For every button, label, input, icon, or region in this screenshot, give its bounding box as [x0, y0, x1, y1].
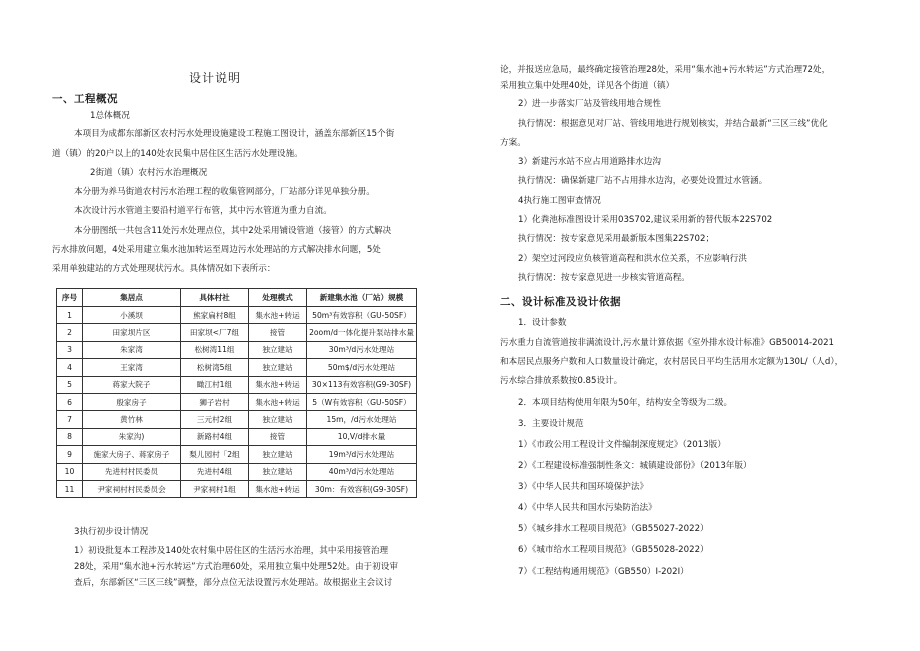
paragraph-line: 3）新建污水站不应占用道路排水边沟 [518, 157, 661, 167]
table-cell: 7 [57, 411, 83, 428]
table-cell: 施家大房子、蒋家房子 [83, 446, 181, 463]
table-cell: 集水池+转运 [249, 393, 307, 410]
table-row [57, 307, 417, 324]
section-heading-overview: 一、工程概况 [52, 93, 118, 105]
table-cell: 尹家祠村1组 [181, 480, 249, 497]
table-cell: 19m³/d污水处理站 [307, 446, 417, 463]
table-cell: 3 [57, 341, 83, 358]
table-cell: 朱家湾 [83, 341, 181, 358]
table-cell: 小溪坝 [83, 307, 181, 324]
table-cell: 三元村2组 [181, 411, 249, 428]
table-cell: 50m³有效容积（GU-50SF） [307, 307, 417, 324]
table-row [57, 324, 417, 341]
table-cell: 田家坝片区 [83, 324, 181, 341]
table-cell: 熊家扁村8组 [181, 307, 249, 324]
table-cell: 15m，/d污水处理站 [307, 411, 417, 428]
table-cell: 独立建站 [249, 446, 307, 463]
table-cell: 集水池+转运 [249, 376, 307, 393]
table-row [57, 446, 417, 463]
list-item: 3）《中华人民共和国环境保护法》 [518, 482, 649, 492]
table-cell: 独立建站 [249, 411, 307, 428]
table-header-cell: 新建集水池（厂站）规模 [307, 289, 417, 307]
table-cell: 2 [57, 324, 83, 341]
table-cell: 集水池+转运 [249, 480, 307, 497]
table-cell: 松树湾5组 [181, 359, 249, 376]
paragraph-line: 本分册为养马街道农村污水治理工程的收集管网部分，厂站部分详见单独分册。 [74, 187, 375, 197]
table-row [57, 359, 417, 376]
list-item: 7）《工程结构通用规范》（GB550）I-202I） [518, 567, 689, 577]
page-title: 设计说明 [189, 71, 242, 85]
paragraph-line: 执行情况：根据意见对厂站、管线用地进行规划核实，并结合最新“三区三线”优化 [518, 119, 828, 129]
paragraph-line: 执行情况：按专家意见进一步核实管道高程。 [518, 273, 690, 283]
subheading-codes: 3．主要设计规范 [518, 419, 584, 429]
paragraph-line: 污水综合排放系数按0.85设计。 [500, 376, 623, 386]
table-cell: 瞰江村1组 [181, 376, 249, 393]
paragraph-line: 1）化粪池标准图设计采用03S702,建议采用新的替代版本22S702 [518, 215, 773, 225]
table-row [57, 411, 417, 428]
table-cell: 50m$/d污水处理站 [307, 359, 417, 376]
paragraph-line: 2）架空过河段应负核管道高程和洪水位关系，不应影响行洪 [518, 254, 747, 264]
paragraph-line: 1）初设批复本工程涉及140处农村集中居住区的生活污水治理，其中采用接管治理 [74, 546, 389, 556]
paragraph-line: 本次设计污水管道主要沿村道平行布管，其中污水管道为重力自流。 [74, 206, 332, 216]
list-item: 5）《城乡排水工程项目规范》（GB55027-2022） [518, 524, 709, 534]
table-cell: 梨儿园村「2组 [181, 446, 249, 463]
table-cell: 朱家沟) [83, 428, 181, 445]
table-cell: 11 [57, 480, 83, 497]
table-row [57, 376, 417, 393]
paragraph-line: 论，并报送应急局，最终确定接管治理28处，采用“集水池+污水转运”方式治理72处， [500, 65, 831, 75]
paragraph-line: 采用独立集中处理40处，详见各个街道（镇） [500, 81, 675, 91]
table-row [57, 341, 417, 358]
table-header-cell: 集居点 [83, 289, 181, 307]
table-cell: 30m³/d污水处理站 [307, 341, 417, 358]
subheading-general: 1总体概况 [90, 111, 130, 121]
table-row [57, 428, 417, 445]
paragraph-line: 污水排放问题，4处采用建立集水池加转运至周边污水处理站的方式解决排水问题，5处 [52, 245, 381, 255]
table-row [57, 463, 417, 480]
table-cell: 5（W有效容积（GU-50SF） [307, 393, 417, 410]
list-item: 2）《工程建设标准强制性条文：城镇建设部份》（2013年版） [518, 461, 752, 471]
table-cell: 蒋家大院子 [83, 376, 181, 393]
table-cell: 2oom/d一体化提升泵站排水量 [307, 324, 417, 341]
table-cell: 殷家房子 [83, 393, 181, 410]
paragraph-line: 28处，采用“集水池+污水转运”方式治理60处，采用独立集中处理52处。由于初设审 [74, 562, 398, 572]
table-cell: 先进村村民委员 [83, 463, 181, 480]
table-cell: 9 [57, 446, 83, 463]
table-header-cell: 具体村社 [181, 289, 249, 307]
table-cell: 10,V/d排水量 [307, 428, 417, 445]
subheading-parameters: 1．设计参数 [518, 318, 567, 328]
table-cell: 接管 [249, 428, 307, 445]
table-cell: 5 [57, 376, 83, 393]
table-cell: 独立建站 [249, 359, 307, 376]
table-cell: 8 [57, 428, 83, 445]
paragraph-line: 本项目为成都东部新区农村污水处理设施建设工程施工图设计，涵盖东部新区15个街 [74, 129, 395, 139]
list-item: 6）《城市给水工程项目规范》（GB55028-2022） [518, 545, 709, 555]
paragraph-line: 道（镇）的20户以上的140处农民集中居住区生活污水处理设施。 [52, 149, 303, 159]
table-row [57, 480, 417, 497]
list-item: 1）《市政公用工程设计文件编制深度规定》（2013版） [518, 440, 726, 450]
table-cell: 4 [57, 359, 83, 376]
table-header-row [57, 289, 417, 307]
table-cell: 狮子岩村 [181, 393, 249, 410]
paragraph-line: 本分册图纸一共包含11处污水处理点位，其中2处采用铺设管道（接管）的方式解决 [74, 226, 392, 236]
table-cell: 黄竹林 [83, 411, 181, 428]
paragraph-line: 和本居民点服务户数和人口数量设计确定，农村居民日平均生活用水定额为130L/（人d）， [500, 357, 844, 367]
subheading-street: 2街道（镇）农村污水治理概况 [90, 168, 208, 178]
paragraph-line: 执行情况：按专家意见采用最新版本图集22S702； [518, 234, 715, 244]
table-cell: 独立建站 [249, 463, 307, 480]
table-cell: 40m³/d污水处理站 [307, 463, 417, 480]
treatment-points-table [56, 288, 417, 498]
table-row [57, 393, 417, 410]
table-cell: 10 [57, 463, 83, 480]
table-cell: 30m：有效容积(G9-30SF) [307, 480, 417, 497]
table-cell: 田家坝<厂7组 [181, 324, 249, 341]
paragraph-line: 2）进一步落实厂站及管线用地合规性 [518, 99, 661, 109]
table-cell: 王家湾 [83, 359, 181, 376]
paragraph-line: 污水重力自流管道按非满流设计,污水量计算依据《室外排水设计标准》GB50014-2021 [500, 338, 835, 348]
table-cell: 接管 [249, 324, 307, 341]
subheading-preliminary: 3执行初步设计情况 [74, 527, 149, 537]
section-heading-standards: 二、设计标准及设计依据 [500, 296, 621, 308]
table-cell: 尹家祠村村民委员会 [83, 480, 181, 497]
subheading-review: 4执行施工图审查情况 [518, 196, 601, 206]
table-cell: 先进村4组 [181, 463, 249, 480]
paragraph-line: 采用单独建站的方式处理现状污水。具体情况如下表所示： [52, 264, 276, 274]
paragraph-line: 执行情况：确保新建厂站不占用排水边沟，必要处设置过水管涵。 [518, 176, 768, 186]
table-cell: 6 [57, 393, 83, 410]
table-cell: 新路村4组 [181, 428, 249, 445]
paragraph-line: 2．本项目结构使用年限为50年，结构安全等级为二级。 [518, 398, 733, 408]
paragraph-line: 方案。 [500, 138, 526, 148]
table-cell: 松树湾11组 [181, 341, 249, 358]
paragraph-line: 查后，东部新区“三区三线”调整，部分点位无法设置污水处理站。故根据业主会议讨 [74, 578, 393, 588]
table-header-cell: 序号 [57, 289, 83, 307]
table-cell: 1 [57, 307, 83, 324]
table-cell: 独立建站 [249, 341, 307, 358]
table-cell: 30×113有效容积(G9-30SF) [307, 376, 417, 393]
list-item: 4）《中华人民共和国水污染防治法》 [518, 503, 657, 513]
table-header-cell: 处理模式 [249, 289, 307, 307]
table-cell: 集水池+转运 [249, 307, 307, 324]
